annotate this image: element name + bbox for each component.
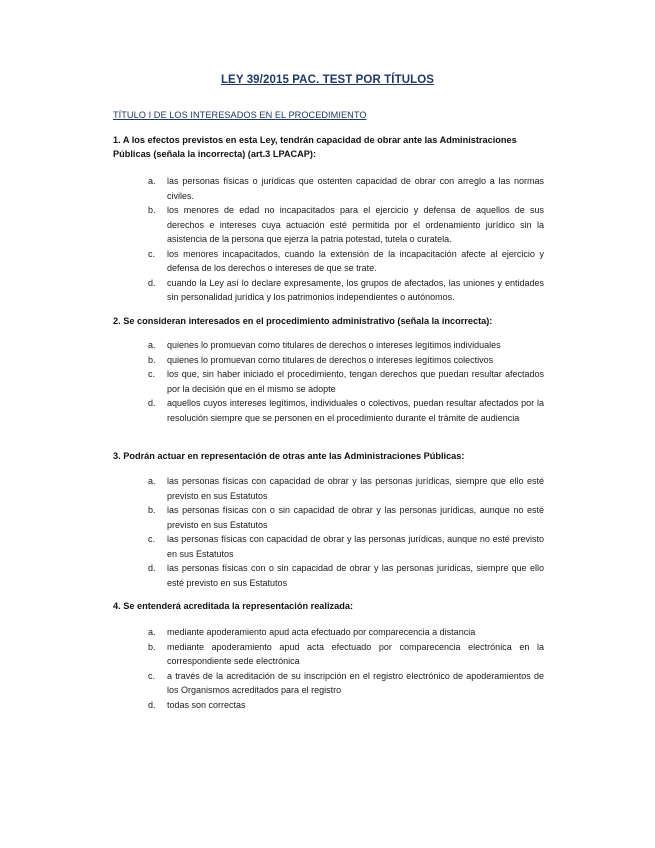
option-letter: b. [148, 354, 156, 365]
question-2-options [142, 338, 544, 425]
option-text: aquellos cuyos intereses legítimos, individuales o colectivos, puedan resultar afectados por la resolución siempre que se personen en el procedimiento durante el trámite de audiencia [167, 398, 544, 423]
option-text: mediante apoderamiento apud acta efectuado por comparecencia a distancia [167, 627, 476, 637]
option-letter: d. [148, 699, 156, 710]
option-1b [142, 203, 544, 247]
option-4b [142, 640, 544, 669]
option-text: las personas físicas con o sin capacidad de obrar y las personas jurídicas, siempre que ello esté previsto en sus Estatutos [167, 563, 544, 588]
option-letter: b. [148, 505, 156, 515]
question-1-options [142, 174, 544, 305]
option-4d [142, 698, 544, 713]
question-4: 4. Se entenderá acreditada la representación realizada: [113, 601, 354, 611]
option-letter: c. [148, 670, 156, 681]
option-letter: a. [148, 340, 156, 350]
option-letter: d. [148, 563, 156, 573]
option-text: a través de la acreditación de su inscripción en el registro electrónico de apoderamientos de los Organismos acreditados para el registro [167, 670, 544, 695]
option-letter: a. [148, 176, 156, 186]
question-2: 2. Se consideran interesados en el procedimiento administrativo (señala la incorrecta): [113, 316, 493, 326]
option-text: los que, sin haber iniciado el procedimiento, tengan derechos que puedan resultar afectados por la decisión que en el mismo se adopte [167, 369, 544, 394]
option-letter: c. [148, 534, 156, 544]
question-3-options [142, 474, 544, 590]
option-text: cuando la Ley así lo declare expresamente, los grupos de afectados, las uniones y entidades sin personalidad jurídica y los patrimonios independientes o autónomos. [167, 277, 544, 302]
option-text: las personas físicas con capacidad de obrar y las personas jurídicas, siempre que ello esté previsto en sus Estatutos [167, 476, 544, 501]
option-letter: b. [148, 641, 156, 652]
option-text: los menores incapacitados, cuando la extensión de la incapacitación afecte al ejercicio y defensa de los derechos o intereses de que se trate. [167, 248, 544, 273]
option-letter: a. [148, 476, 156, 486]
option-2d [142, 396, 544, 425]
option-1c [142, 247, 544, 276]
option-text: todas son correctas [167, 699, 246, 710]
option-4a [142, 625, 544, 640]
option-3c [142, 532, 544, 561]
option-1a [142, 174, 544, 203]
option-3d [142, 561, 544, 590]
option-text: las personas físicas con o sin capacidad de obrar y las personas jurídicas, aunque no esté previsto en sus Estatutos [167, 505, 544, 530]
option-text: las personas físicas o jurídicas que ostenten capacidad de obrar con arreglo a las normas civiles. [167, 176, 544, 201]
option-text: quienes lo promuevan como titulares de derechos o intereses legítimos colectivos [167, 354, 494, 365]
option-text: mediante apoderamiento apud acta efectuado por comparecencia electrónica en la correspondiente sede electrónica [167, 641, 544, 666]
option-text: los menores de edad no incapacitados para el ejercicio y defensa de aquellos de sus derechos e intereses cuya actuación esté permitida por el ordenamiento jurídico sin la asistencia de la persona que ejerza la patria potestad, tutela o curatela. [167, 205, 544, 244]
question-3: 3. Podrán actuar en representación de otras ante las Administraciones Públicas: [113, 451, 465, 461]
question-4-options [142, 625, 544, 712]
option-2b [142, 353, 544, 368]
option-letter: d. [148, 398, 156, 408]
section-title: TÍTULO I DE LOS INTERESADOS EN EL PROCEDIMIENTO [113, 110, 367, 120]
option-text: las personas físicas con capacidad de obrar y las personas jurídicas, aunque no esté previsto en sus Estatutos [167, 534, 544, 559]
option-letter: c. [148, 369, 156, 379]
option-2a [142, 338, 544, 353]
document-title: LEY 39/2015 PAC. TEST POR TÍTULOS [220, 74, 435, 86]
option-letter: c. [148, 248, 156, 259]
option-letter: b. [148, 205, 156, 215]
option-1d [142, 276, 544, 305]
option-3a [142, 474, 544, 503]
option-letter: d. [148, 277, 156, 288]
option-text: quienes lo promuevan como titulares de derechos o intereses legítimos individuales [167, 340, 501, 350]
option-2c [142, 367, 544, 396]
option-4c [142, 669, 544, 698]
option-3b [142, 503, 544, 532]
option-letter: a. [148, 627, 156, 637]
question-1: 1. A los efectos previstos en esta Ley, tendrán capacidad de obrar ante las Administraciones Públicas (señala la incorrecta) (art.3 LPACAP): [113, 135, 517, 159]
